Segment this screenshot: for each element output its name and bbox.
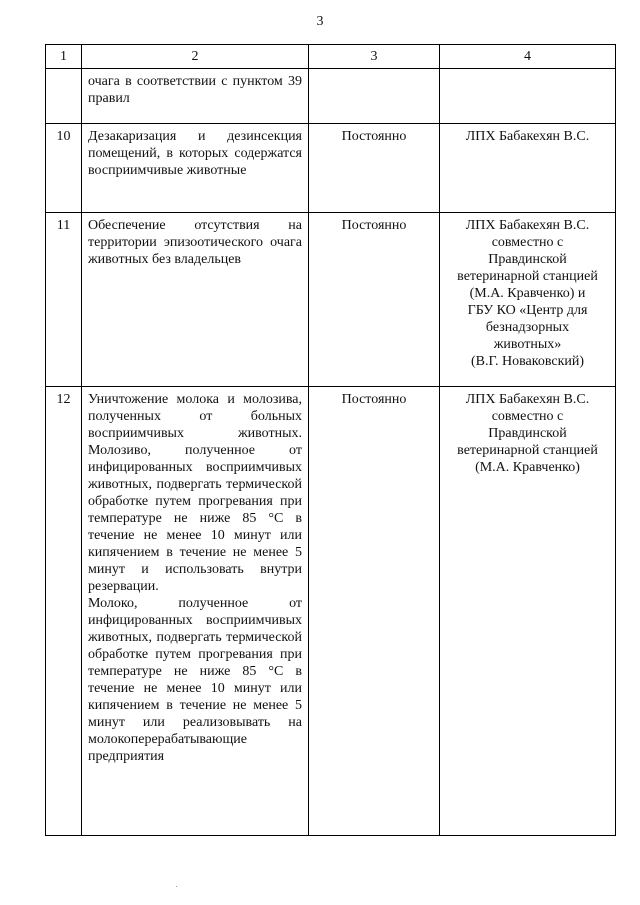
responsible-cell <box>440 124 616 213</box>
task-cell: Дезакаризация и дезинсекция помещений, в которых содержатся восприимчивые животные <box>82 124 309 213</box>
column-header: 2 <box>82 45 309 69</box>
responsible-line: ЛПХ Бабакехян В.С. <box>465 129 590 144</box>
responsible-line: Правдинской <box>488 252 567 267</box>
responsible-cell <box>440 69 616 124</box>
column-header: 3 <box>309 45 440 69</box>
period-cell: Постоянно <box>309 213 440 387</box>
task-cell: Обеспечение отсутствия на территории эпизоотического очага животных без владельцев <box>82 213 309 387</box>
responsible-cell <box>440 387 616 836</box>
responsible-line: (В.Г. Новаковский) <box>470 354 585 369</box>
table-header-row <box>46 45 616 69</box>
task-paragraph: Молоко, полученное от инфицированных восприимчивых животных, подвергать термической обработке путем прогревания при температуре не ниже 85 °C в течение не менее 10 минут или кипячением в течение не менее 5 минут или реализовывать на молокоперерабатывающие предприятия <box>88 596 302 764</box>
row-number: 12 <box>46 387 82 836</box>
row-number: 10 <box>46 124 82 213</box>
page-number: 3 <box>316 14 324 29</box>
measures-table <box>45 44 616 836</box>
column-header: 1 <box>46 45 82 69</box>
period-cell: Постоянно <box>309 387 440 836</box>
responsible-line: Правдинской <box>488 426 567 441</box>
column-header: 4 <box>440 45 616 69</box>
responsible-line: совместно с <box>491 409 564 424</box>
responsible-line: ЛПХ Бабакехян В.С. <box>465 392 590 407</box>
responsible-line: (М.А. Кравченко) <box>475 460 580 475</box>
table-row <box>46 213 616 387</box>
scan-speck <box>176 886 177 887</box>
responsible-line: ЛПХ Бабакехян В.С. <box>465 218 590 233</box>
responsible-line: животных» <box>493 337 562 352</box>
table-row <box>46 387 616 836</box>
responsible-line: ветеринарной станцией <box>457 269 598 284</box>
responsible-line: безнадзорных <box>485 320 570 335</box>
table-row <box>46 124 616 213</box>
row-number: 11 <box>46 213 82 387</box>
task-paragraph: Уничтожение молока и молозива, полученных от больных восприимчивых животных. Молозиво, полученное от инфицированных восприимчивых животных, подвергать термической обработке путем прогревания при температуре не ниже 85 °C в течение не менее 10 минут или кипячением в течение не менее 5 минут и использовать внутри резервации. <box>88 392 302 594</box>
period-cell: Постоянно <box>309 124 440 213</box>
task-cell: очага в соответствии с пунктом 39 правил <box>82 69 309 124</box>
responsible-line: ветеринарной станцией <box>457 443 598 458</box>
responsible-cell <box>440 213 616 387</box>
period-cell <box>309 69 440 124</box>
responsible-line: (М.А. Кравченко) и <box>469 286 586 301</box>
task-cell <box>82 387 309 836</box>
table-row <box>46 69 616 124</box>
responsible-line: ГБУ КО «Центр для <box>467 303 588 318</box>
row-number <box>46 69 82 124</box>
responsible-line: совместно с <box>491 235 564 250</box>
